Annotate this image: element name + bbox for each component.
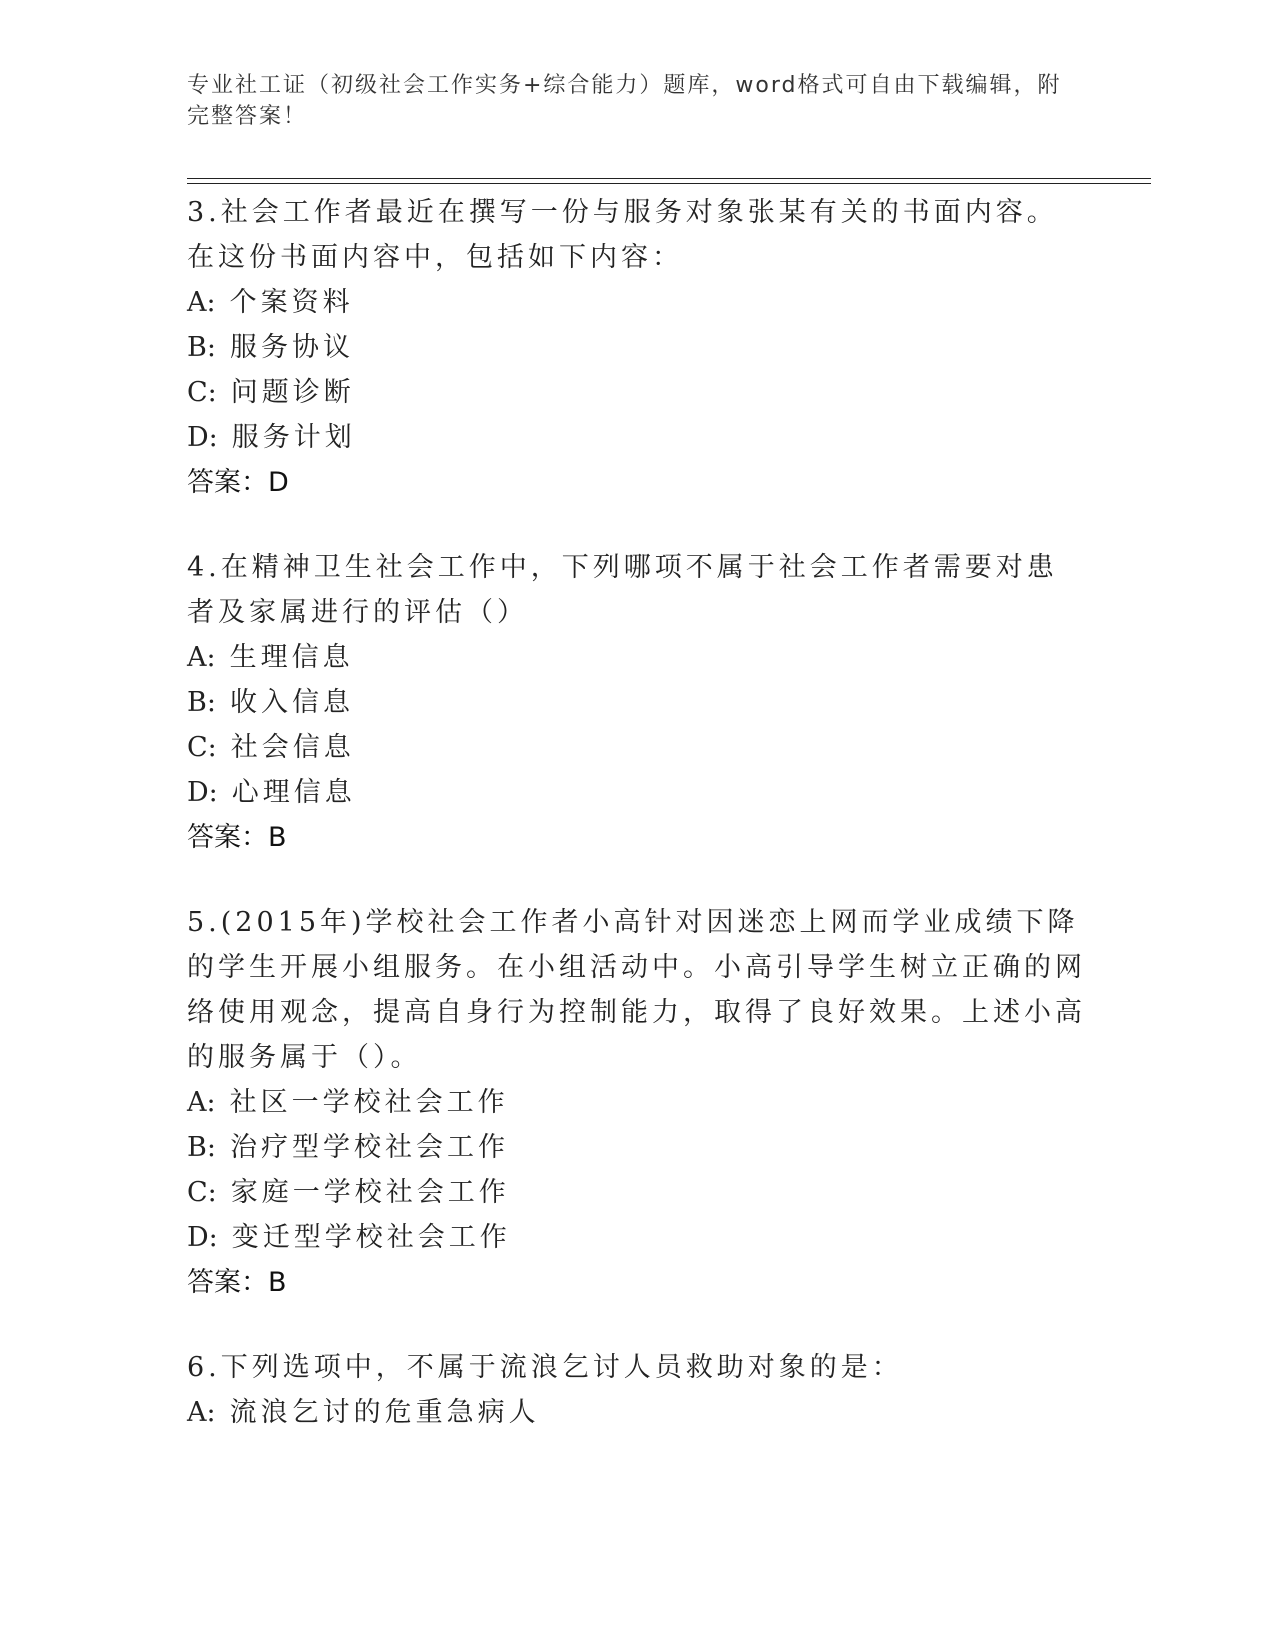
option-b (187, 325, 1087, 370)
option-text: 治疗型学校社会工作 (229, 1132, 509, 1163)
option-a (187, 1080, 1087, 1125)
option-a (187, 635, 1087, 680)
option-text: 家庭一学校社会工作 (230, 1177, 510, 1208)
option-key: A: (187, 642, 216, 673)
option-d (187, 1215, 1087, 1260)
question-list (187, 190, 1087, 1475)
option-key: C: (187, 377, 217, 408)
question-5 (187, 900, 1087, 1305)
option-d (187, 770, 1087, 815)
answer: 答案：B (187, 1267, 287, 1298)
header-line-2: 完整答案！ (187, 104, 308, 129)
option-key: A: (187, 1087, 216, 1118)
question-stem: 6.下列选项中，不属于流浪乞讨人员救助对象的是： (187, 1352, 903, 1383)
option-c (187, 725, 1087, 770)
option-key: B: (187, 1132, 216, 1163)
option-key: C: (187, 732, 217, 763)
option-c (187, 370, 1087, 415)
option-b (187, 1125, 1087, 1170)
answer: 答案：B (187, 822, 287, 853)
option-key: D: (187, 422, 218, 453)
option-key: A: (187, 287, 216, 318)
question-stem: 5.(2015年)学校社会工作者小高针对因迷恋上网而学业成绩下降的学生开展小组服务。在小组活动中。小高引导学生树立正确的网络使用观念，提高自身行为控制能力，取得了良好效果。上述小高的服务属于（）。 (187, 907, 1086, 1073)
option-text: 流浪乞讨的危重急病人 (229, 1397, 540, 1428)
question-6 (187, 1345, 1087, 1435)
option-a (187, 280, 1087, 325)
document-header (187, 70, 1087, 132)
option-a (187, 1390, 1087, 1435)
question-4 (187, 545, 1087, 860)
header-divider-top (187, 178, 1151, 179)
option-text: 变迁型学校社会工作 (231, 1222, 511, 1253)
header-divider-bottom (187, 183, 1151, 184)
option-key: D: (187, 1222, 218, 1253)
question-stem: 4.在精神卫生社会工作中，下列哪项不属于社会工作者需要对患者及家属进行的评估（） (187, 552, 1058, 628)
option-b (187, 680, 1087, 725)
header-line-1: 专业社工证（初级社会工作实务+综合能力）题库，word格式可自由下载编辑，附 (187, 73, 1062, 98)
option-text: 服务计划 (231, 422, 356, 453)
option-key: B: (187, 687, 216, 718)
option-key: B: (187, 332, 216, 363)
option-c (187, 1170, 1087, 1215)
question-3 (187, 190, 1087, 505)
option-text: 个案资料 (229, 287, 354, 318)
answer: 答案：D (187, 467, 289, 498)
option-key: A: (187, 1397, 216, 1428)
option-text: 收入信息 (229, 687, 354, 718)
option-text: 问题诊断 (230, 377, 355, 408)
option-d (187, 415, 1087, 460)
option-key: C: (187, 1177, 217, 1208)
option-text: 生理信息 (229, 642, 354, 673)
option-text: 服务协议 (229, 332, 354, 363)
option-text: 社区一学校社会工作 (229, 1087, 509, 1118)
question-stem: 3.社会工作者最近在撰写一份与服务对象张某有关的书面内容。在这份书面内容中，包括如下内容： (187, 197, 1058, 273)
option-key: D: (187, 777, 218, 808)
option-text: 心理信息 (231, 777, 356, 808)
option-text: 社会信息 (230, 732, 355, 763)
